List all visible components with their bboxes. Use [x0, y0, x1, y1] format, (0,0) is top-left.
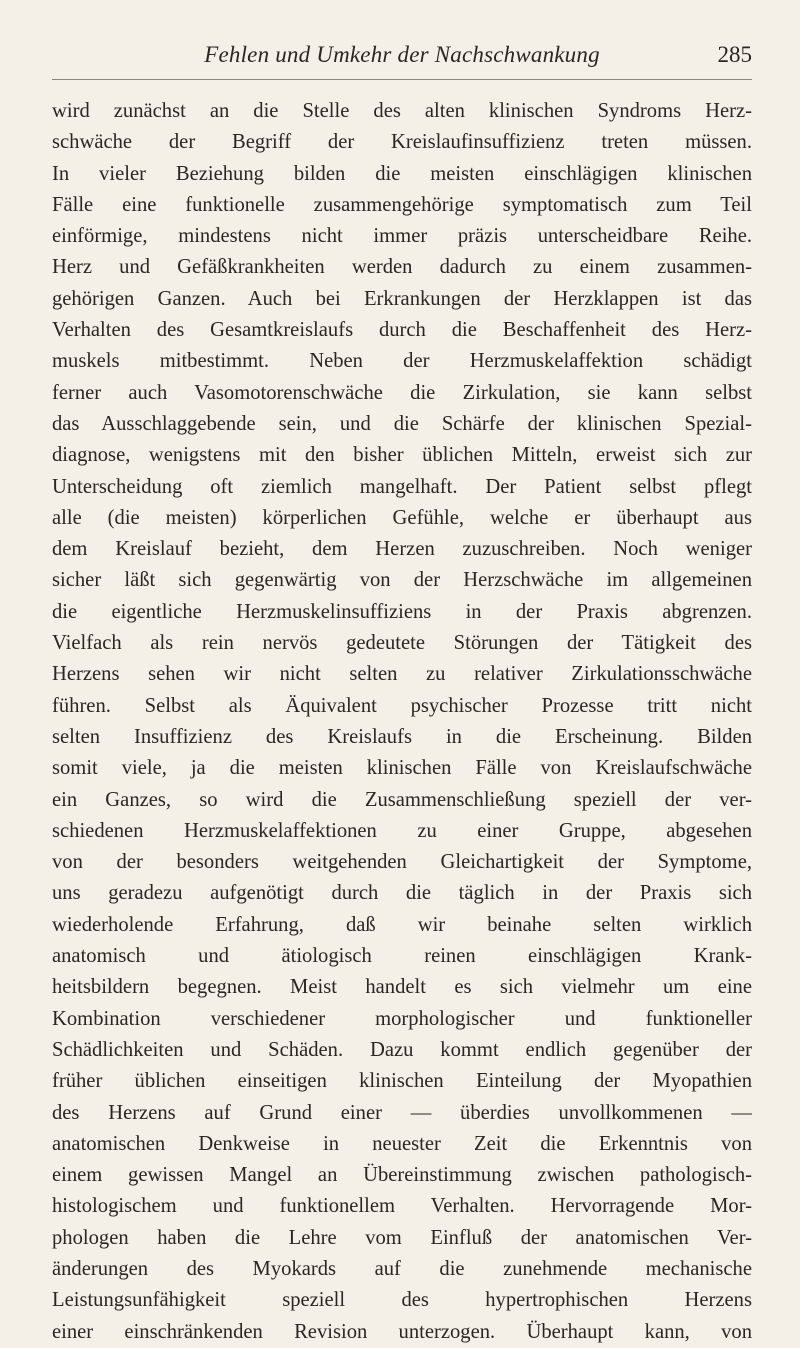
text-line: führen. Selbst als Äquivalent psychischer Prozesse tritt nicht: [52, 694, 752, 717]
text-line: schiedenen Herzmuskelaffektionen zu einer Gruppe, abgesehen: [52, 819, 752, 842]
body-text: [52, 96, 752, 1348]
text-line: Leistungsunfähigkeit speziell des hypertrophischen Herzens: [52, 1289, 752, 1312]
text-line: anatomischen Denkweise in neuester Zeit die Erkenntnis von: [52, 1132, 752, 1155]
text-line: sicher läßt sich gegenwärtig von der Herzschwäche im allgemeinen: [52, 569, 752, 592]
text-line: das Ausschlaggebende sein, und die Schärfe der klinischen Spezial-: [52, 412, 752, 435]
text-line: schwäche der Begriff der Kreislaufinsuffizienz treten müssen.: [52, 131, 752, 154]
text-line: selten Insuffizienz des Kreislaufs in die Erscheinung. Bilden: [52, 725, 752, 748]
text-line: dem Kreislauf bezieht, dem Herzen zuzuschreiben. Noch weniger: [52, 538, 752, 561]
text-line: ein Ganzes, so wird die Zusammenschließung speziell der ver-: [52, 788, 752, 811]
text-line: Vielfach als rein nervös gedeutete Störungen der Tätigkeit des: [52, 632, 752, 655]
text-line: Herz und Gefäßkrankheiten werden dadurch zu einem zusammen-: [52, 256, 752, 279]
text-line: alle (die meisten) körperlichen Gefühle, welche er überhaupt aus: [52, 506, 752, 529]
text-line: phologen haben die Lehre vom Einfluß der anatomischen Ver-: [52, 1226, 752, 1249]
text-line: anatomisch und ätiologisch reinen einschlägigen Krank-: [52, 945, 752, 968]
text-line: wiederholende Erfahrung, daß wir beinahe selten wirklich: [52, 913, 752, 936]
text-line: änderungen des Myokards auf die zunehmende mechanische: [52, 1257, 752, 1280]
header-rule: [52, 79, 752, 80]
page-number: 285: [717, 42, 752, 67]
text-line: Herzens sehen wir nicht selten zu relativer Zirkulationsschwäche: [52, 663, 752, 686]
text-line: von der besonders weitgehenden Gleichartigkeit der Symptome,: [52, 851, 752, 874]
text-line: Unterscheidung oft ziemlich mangelhaft. Der Patient selbst pflegt: [52, 475, 752, 498]
text-line: einer einschränkenden Revision unterzogen. Überhaupt kann, von: [52, 1320, 752, 1343]
text-line: die eigentliche Herzmuskelinsuffiziens in der Praxis abgrenzen.: [52, 600, 752, 623]
text-line: wird zunächst an die Stelle des alten klinischen Syndroms Herz-: [52, 100, 752, 122]
text-line: einförmige, mindestens nicht immer präzis unterscheidbare Reihe.: [52, 225, 752, 248]
text-line: einem gewissen Mangel an Übereinstimmung zwischen pathologisch-: [52, 1164, 752, 1187]
text-line: ferner auch Vasomotorenschwäche die Zirkulation, sie kann selbst: [52, 381, 752, 404]
text-line: muskels mitbestimmt. Neben der Herzmuskelaffektion schädigt: [52, 350, 752, 373]
text-line: In vieler Beziehung bilden die meisten einschlägigen klinischen: [52, 162, 752, 185]
text-line: diagnose, wenigstens mit den bisher üblichen Mitteln, erweist sich zur: [52, 444, 752, 467]
text-line: uns geradezu aufgenötigt durch die täglich in der Praxis sich: [52, 882, 752, 905]
text-line: Fälle eine funktionelle zusammengehörige symptomatisch zum Teil: [52, 193, 752, 216]
text-line: Verhalten des Gesamtkreislaufs durch die Beschaffenheit des Herz-: [52, 319, 752, 342]
page-header: [52, 42, 752, 82]
text-line: früher üblichen einseitigen klinischen Einteilung der Myopathien: [52, 1070, 752, 1093]
text-line: histologischem und funktionellem Verhalten. Hervorragende Mor-: [52, 1195, 752, 1218]
text-line: heitsbildern begegnen. Meist handelt es sich vielmehr um eine: [52, 976, 752, 999]
text-line: gehörigen Ganzen. Auch bei Erkrankungen der Herzklappen ist das: [52, 287, 752, 310]
running-title: Fehlen und Umkehr der Nachschwankung: [204, 42, 600, 67]
text-line: Schädlichkeiten und Schäden. Dazu kommt endlich gegenüber der: [52, 1038, 752, 1061]
text-line: des Herzens auf Grund einer — überdies unvollkommenen —: [52, 1101, 752, 1124]
text-line: Kombination verschiedener morphologischer und funktioneller: [52, 1007, 752, 1030]
text-line: somit viele, ja die meisten klinischen Fälle von Kreislaufschwäche: [52, 757, 752, 780]
